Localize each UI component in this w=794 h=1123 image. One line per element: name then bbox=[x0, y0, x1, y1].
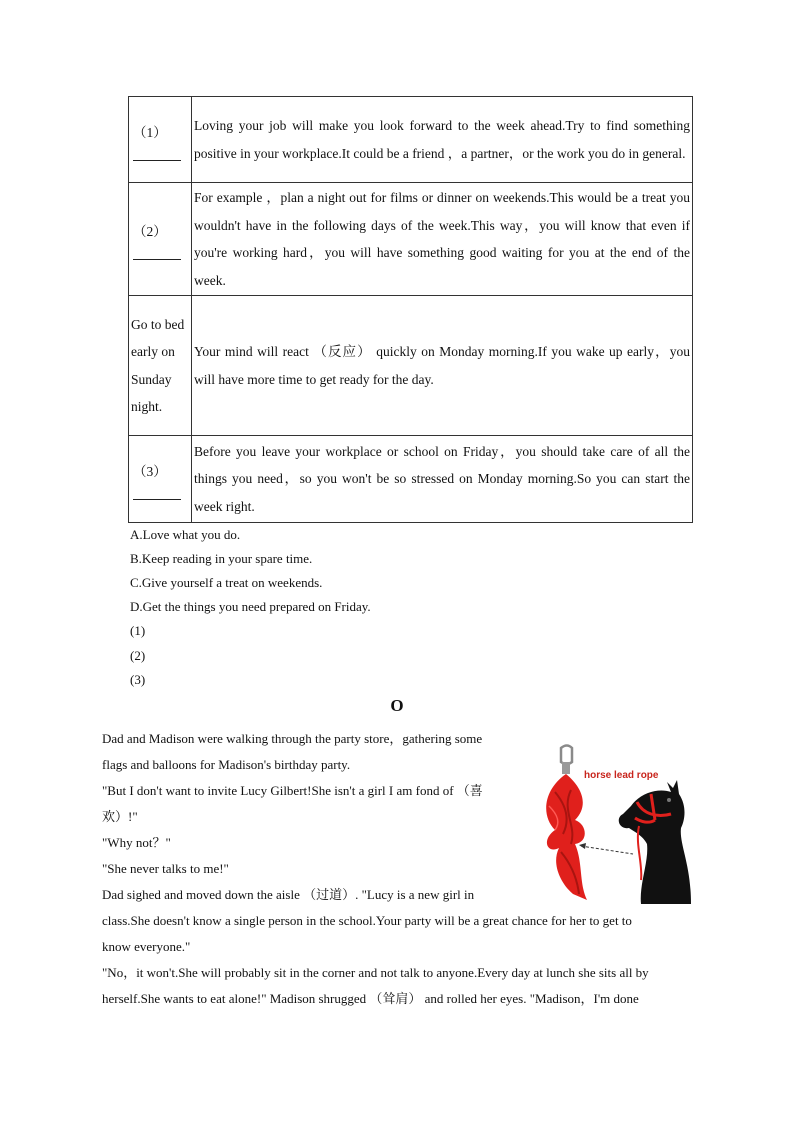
exercise-table bbox=[128, 96, 693, 523]
option-b: B.Keep reading in your spare time. bbox=[130, 551, 313, 566]
answer-list bbox=[130, 619, 145, 693]
row-content: Your mind will react （反应） quickly on Monday morning.If you wake up early，you will have more time to get ready for the day. bbox=[192, 296, 693, 436]
story-line: 欢）!" bbox=[102, 809, 138, 824]
blank-number: （2） bbox=[133, 224, 167, 239]
story-line: flags and balloons for Madison's birthday party. bbox=[102, 757, 351, 772]
table-row bbox=[129, 296, 693, 436]
answer-blank-line[interactable] bbox=[133, 251, 181, 260]
blank-cell-3[interactable] bbox=[129, 436, 192, 523]
story-line: "But I don't want to invite Lucy Gilbert!She isn't a girl I am fond of （喜 bbox=[102, 783, 483, 798]
story-line: "No，it won't.She will probably sit in the corner and not talk to anyone.Every day at lunch she sits all by bbox=[102, 965, 649, 980]
story-line: Dad and Madison were walking through the party store，gathering some bbox=[102, 731, 483, 746]
table-row bbox=[129, 183, 693, 296]
horse-lead-rope-image bbox=[531, 744, 692, 904]
blank-cell-2[interactable] bbox=[129, 183, 192, 296]
story-line: "Why not？" bbox=[102, 835, 171, 850]
option-d: D.Get the things you need prepared on Friday. bbox=[130, 599, 371, 614]
story-line: know everyone." bbox=[102, 939, 191, 954]
answer-blank-line[interactable] bbox=[133, 152, 181, 161]
row-content: Before you leave your workplace or school on Friday，you should take care of all the things you need，so you won't be so stressed on Monday morning.So you can start the week right. bbox=[192, 436, 693, 523]
horse-rope-illustration bbox=[531, 744, 692, 904]
answer-2[interactable]: (2) bbox=[130, 647, 146, 663]
blank-number: （3） bbox=[133, 464, 167, 479]
story-line: "She never talks to me!" bbox=[102, 861, 229, 876]
image-caption: horse lead rope bbox=[584, 770, 659, 781]
option-a: A.Love what you do. bbox=[130, 527, 241, 542]
story-line: herself.She wants to eat alone!" Madison shrugged （耸肩） and rolled her eyes. "Madison，I'm done bbox=[102, 991, 639, 1006]
story-line: class.She doesn't know a single person in the school.Your party will be a great chance for her to get to bbox=[102, 913, 632, 928]
table-row bbox=[129, 436, 693, 523]
row-content: For example ，plan a night out for films or dinner on weekends.This would be a treat you wouldn't have in the following days of the week.This way，you will know that even if you're working hard，you will have something good waiting for you at the end of the week. bbox=[192, 183, 693, 296]
answer-1[interactable]: (1) bbox=[130, 623, 146, 638]
option-list bbox=[130, 523, 371, 619]
table-row bbox=[129, 97, 693, 183]
story-line: Dad sighed and moved down the aisle （过道）. "Lucy is a new girl in bbox=[102, 887, 475, 902]
blank-cell-1[interactable] bbox=[129, 97, 192, 183]
row-heading: Go to bed early on Sunday night. bbox=[129, 296, 192, 436]
row-content: Loving your job will make you look forward to the week ahead.Try to find something positive in your workplace.It could be a friend ，a partner，or the work you do in general. bbox=[192, 97, 693, 183]
answer-blank-line[interactable] bbox=[133, 491, 181, 500]
answer-3[interactable]: (3) bbox=[130, 672, 146, 687]
blank-number: （1） bbox=[133, 124, 167, 140]
option-c: C.Give yourself a treat on weekends. bbox=[130, 575, 323, 590]
section-heading: O bbox=[390, 696, 404, 715]
